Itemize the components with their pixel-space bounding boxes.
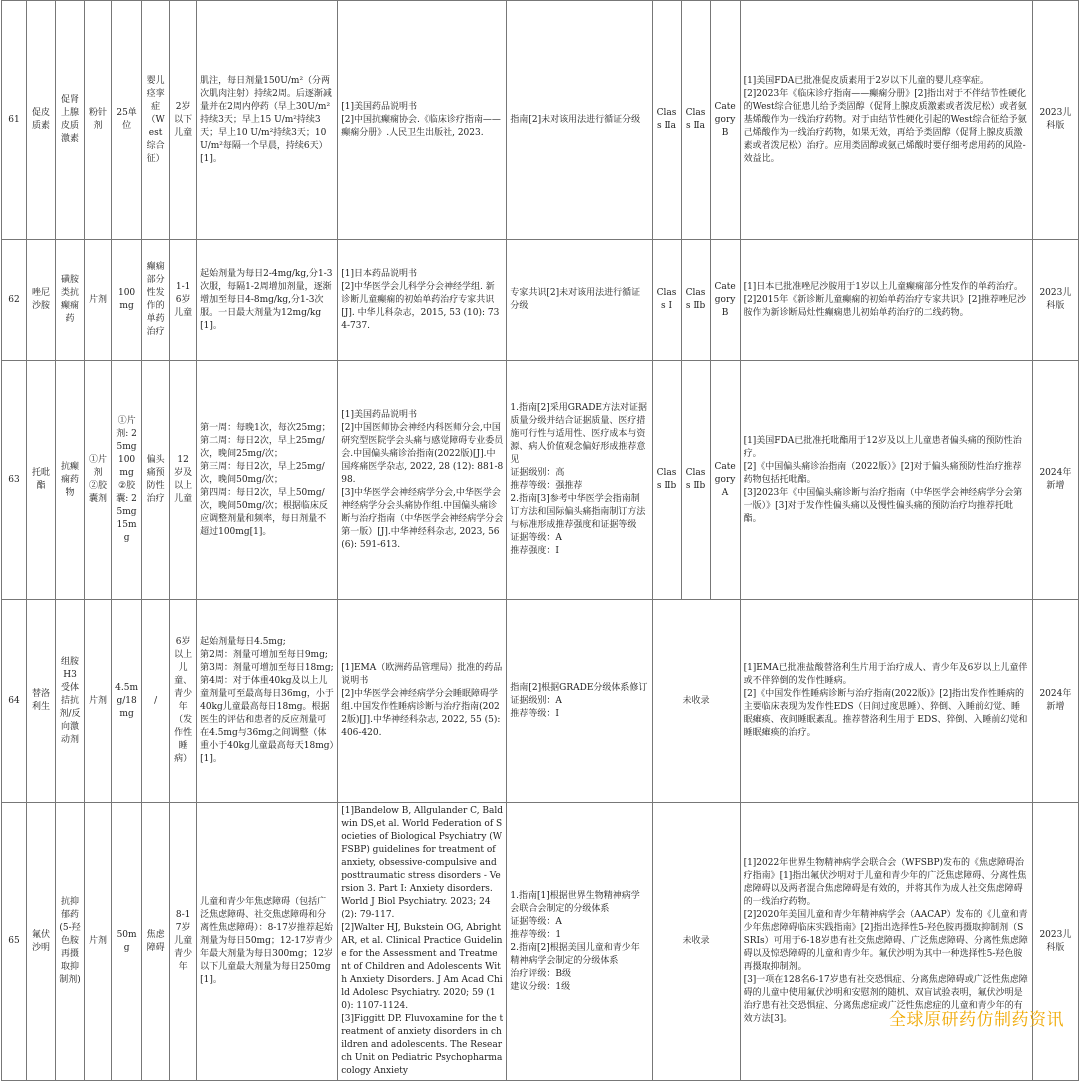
references: [1]日本药品说明书 [2]中华医学会儿科学分会神经学组. 新诊断儿童癫痫的初始单药治疗专家共识[J]. 中华儿科杂志，2015, 53 (10): 734-737. bbox=[338, 240, 507, 361]
evidence-class: Class Ⅱb bbox=[681, 240, 710, 361]
dosage-text: 起始剂量每日4.5mg; 第2周：剂量可增加至每日9mg; 第3周：剂量可增加至每日18mg; 第4周：对于体重40kg及以上儿童剂量可至最高每日36mg，小于40kg儿童最高每日18mg。根据医生的评估和患者的反应剂量可在4.5mg与36mg之间调整（体重小于40kg儿童最高每天18mg）[1]。 bbox=[197, 600, 338, 803]
specification: 100mg bbox=[112, 240, 142, 361]
patient-age: 2岁以下儿童 bbox=[170, 1, 197, 240]
evidence-grade: 指南[2]未对该用法进行循证分级 bbox=[507, 1, 652, 240]
table-row bbox=[2, 1, 1079, 240]
drug-name: 托吡酯 bbox=[27, 361, 56, 600]
specification: 50mg bbox=[112, 803, 142, 1081]
row-number: 62 bbox=[2, 240, 27, 361]
table-row bbox=[2, 240, 1079, 361]
table-row bbox=[2, 361, 1079, 600]
notes: [1]日本已批准唑尼沙胺用于1岁以上儿童癫痫部分性发作的单药治疗。 [2]2015年《新诊断儿童癫痫的初始单药治疗专家共识》[2]推荐唑尼沙胺作为新诊断局灶性癫痫患儿初始单药治疗的二线药物。 bbox=[740, 240, 1032, 361]
dosage-text: 第一周：每晚1次，每次25mg； 第二周：每日2次，早上25mg/次，晚间25mg/次； 第三周：每日2次，早上25mg/次，晚间50mg/次； 第四周：每日2次，早上50mg/次，晚间50mg/次；根据临床反应调整剂量和频率，每日剂量不超过100mg[1]。 bbox=[197, 361, 338, 600]
edition-tag: 2023儿科版 bbox=[1032, 803, 1078, 1081]
references: [1]EMA（欧洲药品管理局）批准的药品说明书 [2]中华医学会神经病学分会睡眠障碍学组.中国发作性睡病诊断与治疗指南(2022版)[J].中华神经科杂志, 2022, 55 (5): 406-420. bbox=[338, 600, 507, 803]
row-number: 65 bbox=[2, 803, 27, 1081]
notes: [1]EMA已批准盐酸替洛利生片用于治疗成人、青少年及6岁以上儿童伴或不伴猝倒的发作性睡病。 [2]《中国发作性睡病诊断与治疗指南(2022版)》[2]指出发作性睡病的主要临床表现为发作性EDS（日间过度思睡）、猝倒、入睡前幻觉、睡眠瘫痪、夜间睡眠紊乱。推荐替洛利生用于 EDS、猝倒、入睡前幻觉和睡眠瘫痪的治疗。 bbox=[740, 600, 1032, 803]
indication: / bbox=[142, 600, 170, 803]
dosage-form: 片剂 bbox=[85, 240, 112, 361]
edition-tag: 2023儿科版 bbox=[1032, 240, 1078, 361]
evidence-grade: 1.指南[1]根据世界生物精神病学会联合会制定的分级体系 证据等级：A 推荐等级：1 2.指南[2]根据美国儿童和青少年精神病学会制定的分级体系 治疗评级：B级 建议分级：1级 bbox=[507, 803, 652, 1081]
drug-name: 替洛利生 bbox=[27, 600, 56, 803]
table-row bbox=[2, 600, 1079, 803]
references: [1]Bandelow B, Allgulander C, Baldwin DS,et al. World Federation of Societies of Biological Psychiatry (WFSBP) guidelines for treatment of anxiety, obsessive-compulsive and posttraumatic stress disorders - Version 3. Part I: Anxiety disorders. World J Biol Psychiatry. 2023; 24 (2): 79-117. [2]Walter HJ, Bukstein OG, Abright AR, et al. Clinical Practice Guideline for the Assessment and Treatment of Children and Adolescents With Anxiety Disorders. J Am Acad Child Adolesc Psychiatry. 2020; 59 (10): 1107-1124. [3]Figgitt DP. Fluvoxamine for the treatment of anxiety disorders in children and adolescents. The Research Unit on Pediatric Psychopharmacology Anxiety bbox=[338, 803, 507, 1081]
dosage-text: 起始剂量为每日2-4mg/kg,分1-3次服，每隔1-2周增加剂量，逐渐增加至每日4-8mg/kg,分1-3次服。一日最大剂量为12mg/kg[1]。 bbox=[197, 240, 338, 361]
row-number: 63 bbox=[2, 361, 27, 600]
evidence-class: Class Ⅱa bbox=[681, 1, 710, 240]
drug-category: 抗癫痫药物 bbox=[56, 361, 85, 600]
category-level: Category B bbox=[710, 1, 740, 240]
indication: 癫痫部分性发作的单药治疗 bbox=[142, 240, 170, 361]
drug-name: 促皮质素 bbox=[27, 1, 56, 240]
specification: 4.5mg/18mg bbox=[112, 600, 142, 803]
patient-age: 1-16岁儿童 bbox=[170, 240, 197, 361]
evidence-grade: 1.指南[2]采用GRADE方法对证据质量分级并结合证据质量、医疗措施可行性与适用性、医疗成本与资源、病人价值观念偏好形成推荐意见 证据级别：高 推荐等级：强推荐 2.指南[3]参考中华医学会指南制订方法和国际偏头痛指南制订方法与标准形成推荐强度和证据等级 证据等级：A 推荐强度：Ⅰ bbox=[507, 361, 652, 600]
drug-category: 组胺H3受体拮抗剂/反向激动剂 bbox=[56, 600, 85, 803]
micromedex-class: Class Ⅱb bbox=[652, 361, 681, 600]
references: [1]美国药品说明书 [2]中国医师协会神经内科医师分会,中国研究型医院学会头痛与感觉障碍专业委员会.中国偏头痛诊治指南(2022版)[J].中国疼痛医学杂志, 2022, 28 (12): 881-898. [3]中华医学会神经病学分会,中华医学会神经病学分会头痛协作组.中国偏头痛诊断与治疗指南（中华医学会神经病学分会第一版）[J].中华神经科杂志, 2023, 56 (6): 591-613. bbox=[338, 361, 507, 600]
table-row bbox=[2, 803, 1079, 1081]
edition-tag: 2024年新增 bbox=[1032, 361, 1078, 600]
dosage-form: ①片剂 ②胶囊剂 bbox=[85, 361, 112, 600]
patient-age: 12岁及以上儿童 bbox=[170, 361, 197, 600]
evidence-class: Class Ⅱb bbox=[681, 361, 710, 600]
edition-tag: 2024年新增 bbox=[1032, 600, 1078, 803]
dosage-form: 片剂 bbox=[85, 803, 112, 1081]
watermark-text: 全球原研药仿制药资讯 bbox=[889, 1010, 1064, 1030]
dosage-form: 粉针剂 bbox=[85, 1, 112, 240]
drug-category: 促肾上腺皮质激素 bbox=[56, 1, 85, 240]
row-number: 61 bbox=[2, 1, 27, 240]
category-level: Category A bbox=[710, 361, 740, 600]
indication: 偏头痛预防性治疗 bbox=[142, 361, 170, 600]
category-level: Category B bbox=[710, 240, 740, 361]
drug-name: 唑尼沙胺 bbox=[27, 240, 56, 361]
classification-merged: 未收录 bbox=[652, 803, 740, 1081]
classification-merged: 未收录 bbox=[652, 600, 740, 803]
micromedex-class: Class Ⅰ bbox=[652, 240, 681, 361]
edition-tag: 2023儿科版 bbox=[1032, 1, 1078, 240]
references: [1]美国药品说明书 [2]中国抗癫痫协会.《临床诊疗指南——癫痫分册》.人民卫生出版社, 2023. bbox=[338, 1, 507, 240]
drug-name: 氟伏沙明 bbox=[27, 803, 56, 1081]
evidence-grade: 专家共识[2]未对该用法进行循证分级 bbox=[507, 240, 652, 361]
drug-category: 抗抑郁药(5-羟色胺再摄取抑制剂) bbox=[56, 803, 85, 1081]
dosage-text: 儿童和青少年焦虑障碍（包括广泛焦虑障碍、社交焦虑障碍和分离性焦虑障碍）：8-17岁推荐起始剂量为每日50mg；12-17岁青少年最大剂量为每日300mg；12岁以下儿童最大剂量为每日250mg[1]。 bbox=[197, 803, 338, 1081]
dosage-text: 肌注，每日剂量150U/m²（分两次肌肉注射）持续2周。后逐渐减量并在2周内停药（早上30U/m²持续3天；早上15 U/m²持续3天；早上10 U/m²持续3天；10U/m²每隔一个早晨，持续6天）[1]。 bbox=[197, 1, 338, 240]
indication: 焦虑障碍 bbox=[142, 803, 170, 1081]
specification: 25单位 bbox=[112, 1, 142, 240]
row-number: 64 bbox=[2, 600, 27, 803]
notes: [1]美国FDA已批准托吡酯用于12岁及以上儿童患者偏头痛的预防性治疗。 [2]《中国偏头痛诊治指南（2022版）》[2]对于偏头痛预防性治疗推荐药物包括托吡酯。 [3]2023年《中国偏头痛诊断与治疗指南（中华医学会神经病学分会第一版）》[3]对于发作性偏头痛以及慢性偏头痛的预防治疗均推荐托吡酯。 bbox=[740, 361, 1032, 600]
specification: ①片剂: 25mg 100mg ②胶囊: 25mg 15mg bbox=[112, 361, 142, 600]
micromedex-class: Class Ⅱa bbox=[652, 1, 681, 240]
evidence-grade: 指南[2]根据GRADE分级体系修订 证据级别：A 推荐等级：Ⅰ bbox=[507, 600, 652, 803]
notes: [1]2022年世界生物精神病学会联合会（WFSBP)发布的《焦虑障碍治疗指南》[1]指出氟伏沙明对于儿童和青少年的广泛焦虑障碍、分离性焦虑障碍以及两者混合焦虑障碍是有效的，并将其作为成人社交焦虑障碍的一线治疗药物。 [2]2020年美国儿童和青少年精神病学会（AACAP）发布的《儿童和青少年焦虑障碍临床实践指南》[2]指出选择性5-羟色胺再摄取抑制剂（SSRIs）可用于6-18岁患有社交焦虑障碍、广泛焦虑障碍、分离性焦虑障碍以及惊恐障碍的儿童和青少年。氟伏沙明为其中一种选择性5-羟色胺再摄取抑制剂。 [3]一项在128名6-17岁患有社交恐惧症、分离焦虑障碍或广泛性焦虑障碍的儿童中使用氟伏沙明和安慰剂的随机、双盲试验表明，氟伏沙明是治疗患有社交恐惧症、分离焦虑症或广泛性焦虑症的儿童和青少年的有效方法[3]。 bbox=[740, 803, 1032, 1081]
indication: 婴儿痉挛症（West综合征） bbox=[142, 1, 170, 240]
off-label-drug-table bbox=[1, 0, 1079, 1081]
dosage-form: 片剂 bbox=[85, 600, 112, 803]
drug-category: 磺胺类抗癫痫药 bbox=[56, 240, 85, 361]
patient-age: 8-17岁儿童青少年 bbox=[170, 803, 197, 1081]
patient-age: 6岁以上儿童、青少年（发作性睡病） bbox=[170, 600, 197, 803]
notes: [1]美国FDA已批准促皮质素用于2岁以下儿童的婴儿痉挛症。 [2]2023年《临床诊疗指南——癫痫分册》[2]指出对于不伴结节性硬化的West综合征患儿给予类固醇（促肾上腺皮质激素或者泼尼松）或者氨基烯酸作为一线治疗药物。对于由结节性硬化引起的West综合征给予氨己烯酸作为一线治疗药物，如果无效，再给予类固醇（促肾上腺皮质激素或者泼尼松）治疗。应用类固醇或氨己烯酸时要仔细考虑用药的风险-效益比。 bbox=[740, 1, 1032, 240]
